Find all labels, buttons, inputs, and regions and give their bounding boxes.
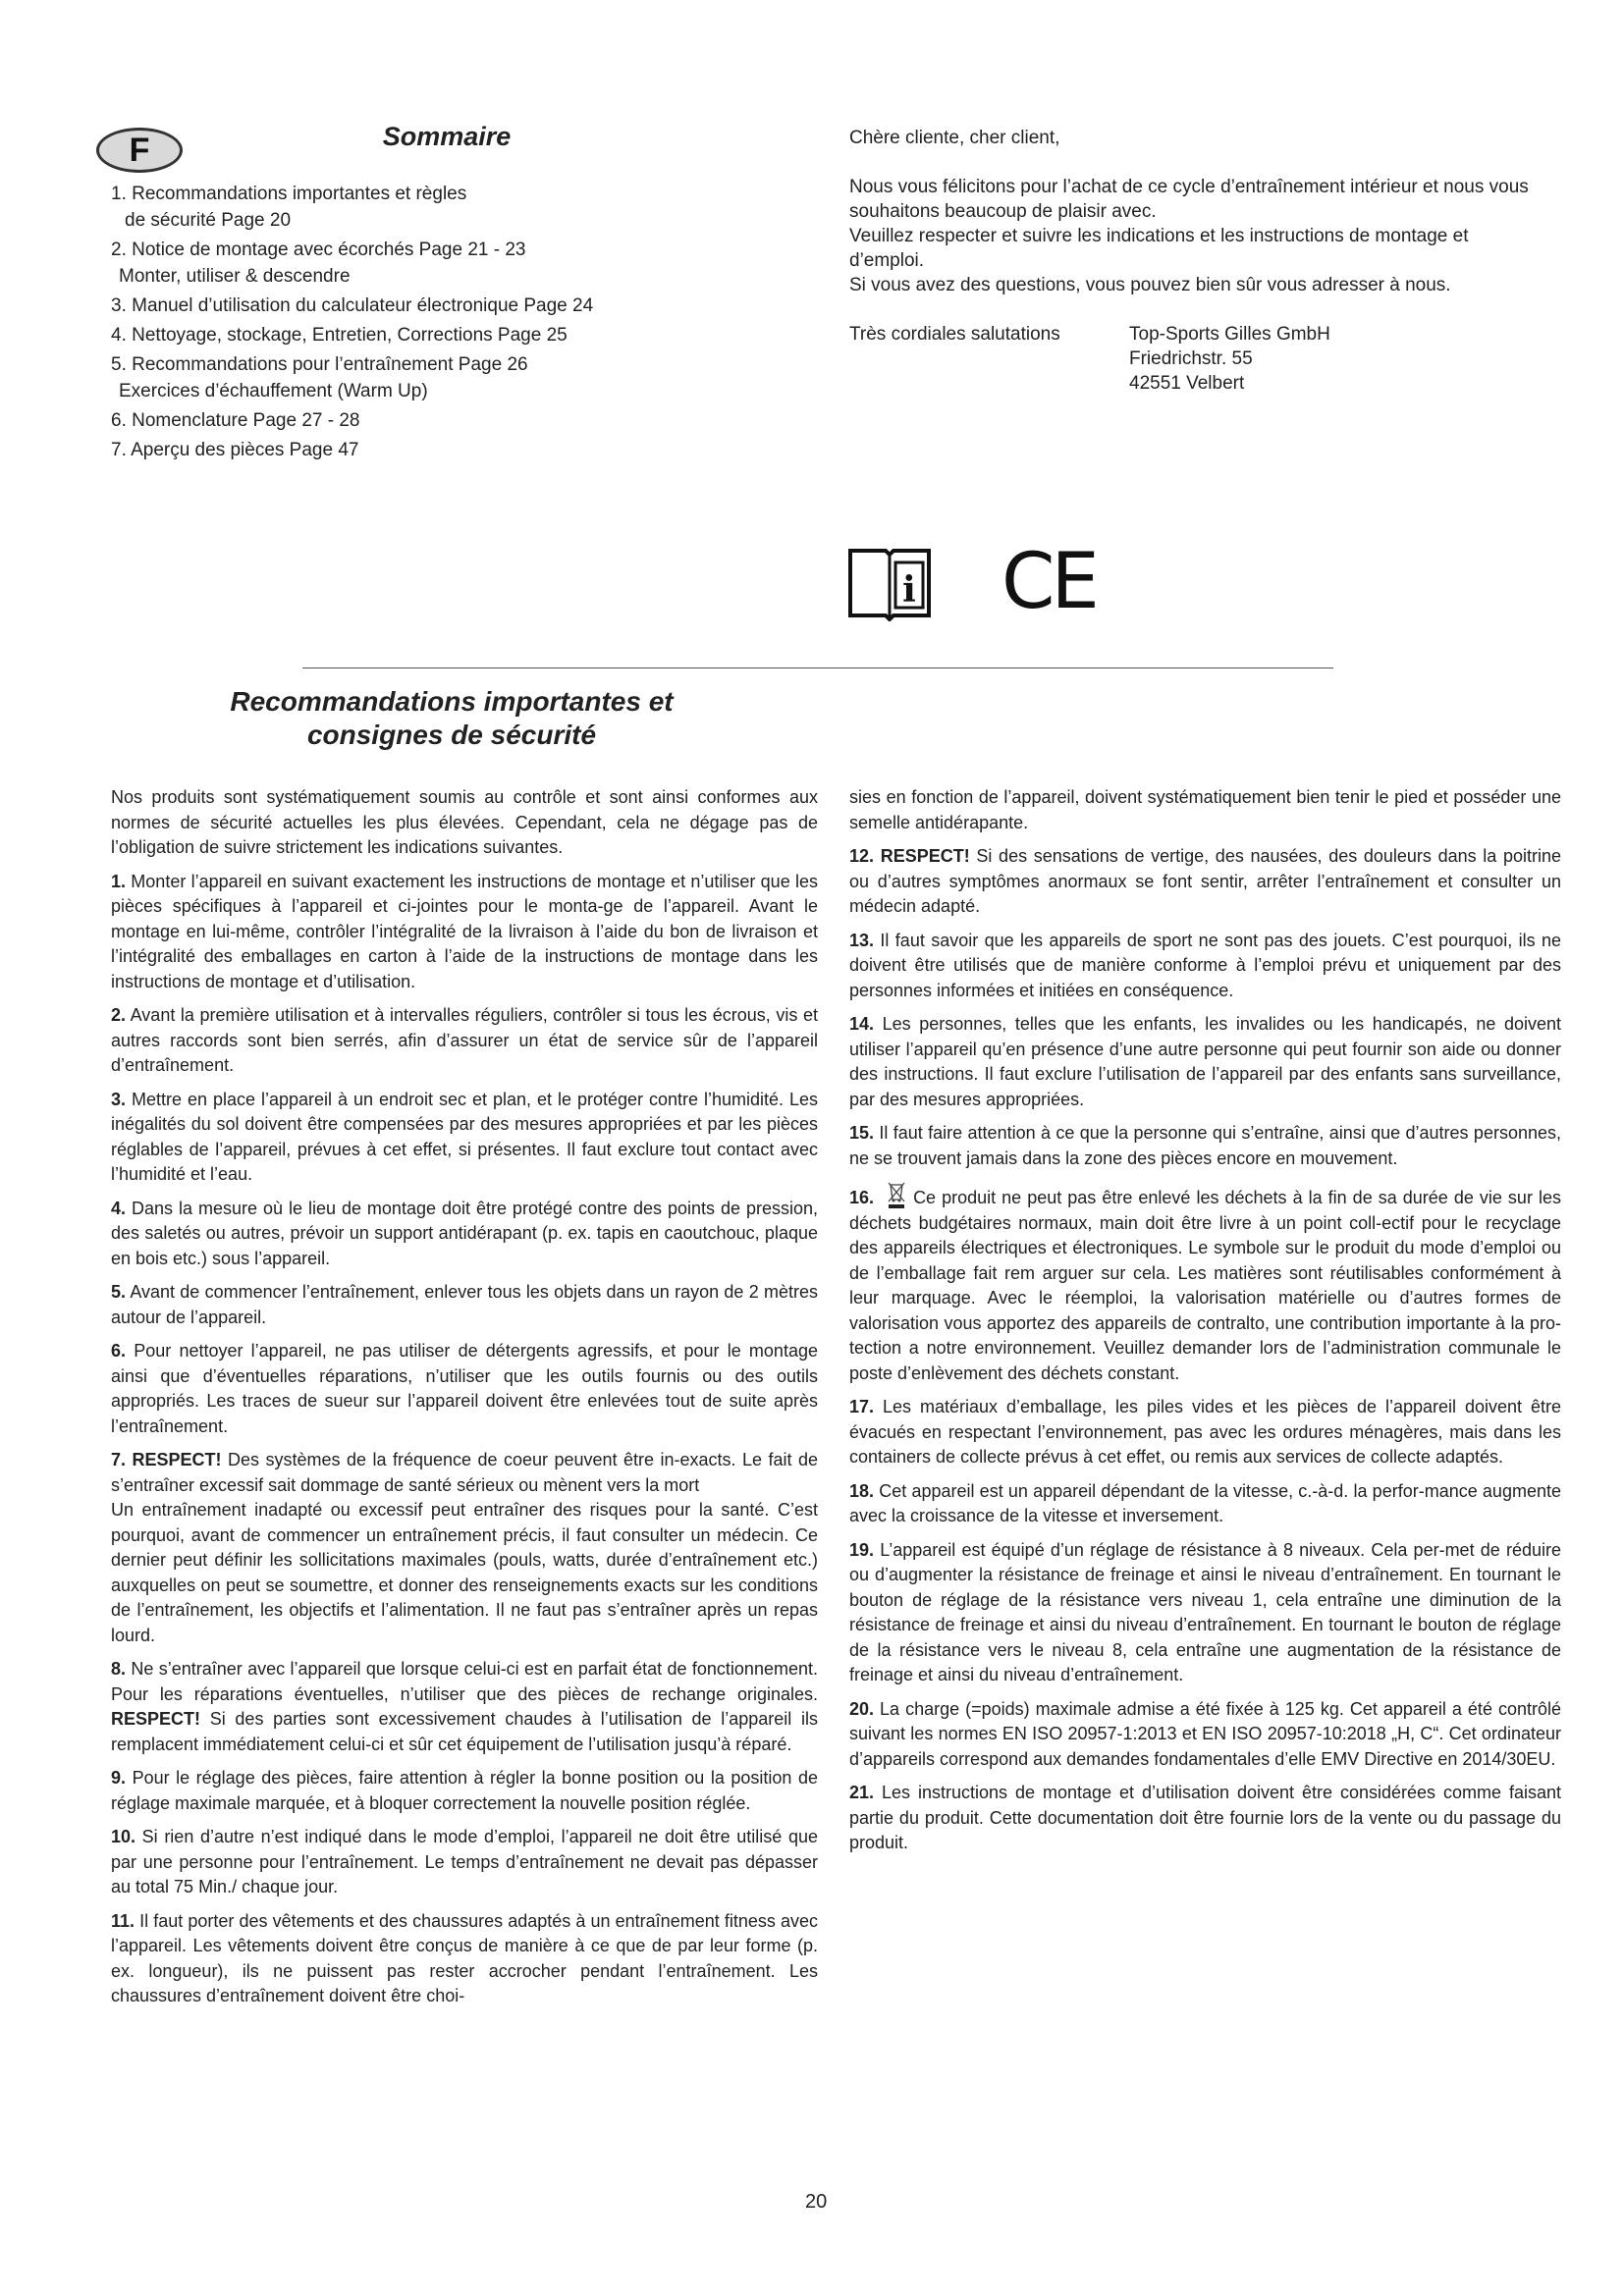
item-number: 13. bbox=[849, 930, 875, 950]
left-column bbox=[111, 785, 818, 2018]
item-number: 3. bbox=[111, 1089, 127, 1109]
respect-warning: RESPECT! bbox=[132, 1450, 222, 1469]
read-manual-icon bbox=[846, 543, 933, 621]
section-divider bbox=[302, 667, 1333, 668]
item-text: Des systèmes de la fréquence de coeur peuvent être in-exacts. Le fait de s’entraîner excessif sait dommage de santé sérieux ou mènent vers la mort bbox=[111, 1450, 818, 1495]
item-number: 15. bbox=[849, 1123, 875, 1143]
page-number: 20 bbox=[805, 2191, 828, 2213]
safety-item bbox=[111, 1197, 818, 1272]
item-text: Si des sensations de vertige, des nausées, des douleurs dans la poitrine ou d’autres symptômes anormaux se font sentir, arrêter l’entraînement et consulter un médecin adapté. bbox=[849, 846, 1561, 916]
item-number: 17. bbox=[849, 1397, 875, 1416]
item-text: Nos produits sont systématiquement soumis au contrôle et sont ainsi conformes aux normes de sécurité actuelles les plus élevées. Cependant, cela ne dégage pas de l’obligation de suivre strictement les indications suivantes. bbox=[111, 787, 818, 857]
respect-warning: RESPECT! bbox=[880, 846, 970, 866]
item-text: Avant la première utilisation et à intervalles réguliers, contrôler si tous les écrous, vis et autres raccords sont bien serrés, afin d’assurer un état de service sûr de l’appareil d’entraînement. bbox=[111, 1005, 818, 1075]
item-number: 4. bbox=[111, 1198, 127, 1218]
safety-item bbox=[111, 1088, 818, 1188]
toc-item bbox=[111, 237, 720, 290]
safety-item bbox=[111, 870, 818, 995]
item-text: Cet appareil est un appareil dépendant de la vitesse, c.-à-d. la perfor-mance augmente avec la croissance de la vitesse et inversement. bbox=[849, 1480, 1561, 1525]
item-text: Il faut savoir que les appareils de sport ne sont pas des jouets. C’est pourquoi, ils ne doivent être utilisés que de manière conforme à l’emploi prévu et uniquement par des personnes informées et initiées en conséquence. bbox=[849, 930, 1561, 1000]
toc-item bbox=[111, 437, 720, 463]
item-number: 7. bbox=[111, 1450, 127, 1469]
section-heading-line-2: consignes de sécurité bbox=[306, 720, 597, 750]
item-text: Ne s’entraîner avec l’appareil que lorsque celui-ci est en parfait état de fonctionnement. Pour les réparations éventuelles, n’utiliser que des pièces de rechange originales. bbox=[111, 1659, 818, 1704]
letter-closing: Très cordiales salutations bbox=[849, 324, 1060, 345]
item-text: Si rien d’autre n’est indiqué dans le mode d’emploi, l’appareil ne doit être utilisé que par une personne pour l’entraînement. Le temps d’entraînement ne devait pas dépasser au total 75 Min./ chaque jour. bbox=[111, 1827, 818, 1896]
safety-item bbox=[111, 1657, 818, 1757]
toc-item bbox=[111, 293, 720, 319]
letter-body-3: Si vous avez des questions, vous pouvez bien sûr vous adresser à nous. bbox=[849, 275, 1451, 295]
item-text: Mettre en place l’appareil à un endroit sec et plan, et le protéger contre l’humidité. Les inégalités du sol doivent être compensées par des mesures appropriées et par les pièces réglables de l’appareil, prévues à cet effet, si présentes. Il faut exclure tout contact avec l’humidité et l’eau. bbox=[111, 1089, 818, 1184]
item-text: Monter l’appareil en suivant exactement les instructions de montage et n’utiliser que les pièces spécifiques à l’appareil et ci-jointes pour le monta-ge de l’appareil. Avant le montage en lui-même, contrôler l’intégralité de la livraison à l’aide du bon de livraison et l’intégralité des emballages en carton à l’aide de la instructions de montage dans les instructions de montage et d’utilisation. bbox=[111, 871, 818, 991]
safety-item bbox=[849, 1538, 1561, 1688]
company-street: Friedrichstr. 55 bbox=[1129, 348, 1253, 369]
toc-title: Sommaire bbox=[382, 122, 512, 151]
toc-item-text: 5. Recommandations pour l’entraînement Page 26 bbox=[111, 354, 528, 375]
item-text: Pour nettoyer l’appareil, ne pas utiliser de détergents agressifs, et pour le montage ainsi que d’éventuelles réparations, n’utiliser que les outils fournis ou des outils appropriés. Les traces de sueur sur l’appareil doivent être enlevées tout de suite après l’entraînement. bbox=[111, 1341, 818, 1436]
item-number: 14. bbox=[849, 1014, 875, 1034]
compliance-marks bbox=[846, 538, 1096, 626]
item-number: 8. bbox=[111, 1659, 127, 1679]
safety-item bbox=[849, 1012, 1561, 1112]
item-number: 5. bbox=[111, 1282, 127, 1302]
letter-body-2: Veuillez respecter et suivre les indications et les instructions de montage et d’emploi. bbox=[849, 226, 1469, 271]
toc-item-text: 4. Nettoyage, stockage, Entretien, Corrections Page 25 bbox=[111, 325, 568, 346]
toc-item-text: 7. Aperçu des pièces Page 47 bbox=[111, 440, 359, 460]
table-of-contents bbox=[111, 181, 720, 466]
item-number: 10. bbox=[111, 1827, 136, 1846]
toc-item-subtext: Monter, utiliser & descendre bbox=[119, 266, 351, 287]
item-text: Ce produit ne peut pas être enlevé les déchets à la fin de sa durée de vie sur les déchets budgétaires normaux, main doit être livre à un point coll-ectif pour le recyclage des appareils électriques et électroniques. Le symbole sur le produit du mode d’emploi ou de l’emballage fait rem arguer sur cela. Les matières sont réutilisables conformément à leur marquage. Avec le réemploi, la valorisation matérielle ou d’autres formes de valorisation vous apportez des appareils de contralto, une contribution importante à la pro-tection a notre environnement. Veuillez demander lors de l’administration communale le poste d’enlèvement des déchets constant. bbox=[849, 1188, 1561, 1383]
toc-item bbox=[111, 181, 720, 234]
safety-item bbox=[849, 844, 1561, 920]
safety-item bbox=[849, 1697, 1561, 1773]
letter-body: Nous vous félicitons pour l’achat de ce cycle d’entraînement intérieur et nous vous souhaitons beaucoup de plaisir avec. bbox=[849, 177, 1529, 222]
signature-block bbox=[849, 322, 1537, 396]
right-column bbox=[849, 785, 1561, 1865]
item-number: 12. bbox=[849, 846, 875, 866]
info-letter: i bbox=[902, 569, 916, 611]
item-number: 11. bbox=[111, 1910, 135, 1931]
item-text: Les instructions de montage et d’utilisation doivent être considérées comme faisant partie du produit. Cette documentation doit être fournie lors de la vente ou du passage du produit. bbox=[849, 1783, 1561, 1852]
toc-item bbox=[111, 351, 720, 404]
safety-item bbox=[111, 1280, 818, 1330]
item-text: Pour le réglage des pièces, faire attention à régler la bonne position ou la position de réglage maximale marquée, et à bloquer correctement la nouvelle position réglée. bbox=[111, 1768, 818, 1813]
crossed-out-bin-icon bbox=[886, 1180, 907, 1209]
item-text: Les matériaux d’emballage, les piles vides et les pièces de l’appareil doivent être évacués en respectant l’environnement, pas avec les ordures ménagères, mais dans les containers de collecte prévus à cet effet, ou remis aux services de collecte adaptés. bbox=[849, 1397, 1561, 1467]
company-address bbox=[1129, 322, 1330, 396]
toc-item-subtext: de sécurité Page 20 bbox=[125, 210, 292, 231]
safety-item bbox=[849, 785, 1561, 835]
safety-item bbox=[111, 1825, 818, 1900]
toc-item-subtext: Exercices d’échauffement (Warm Up) bbox=[119, 381, 428, 401]
safety-item bbox=[111, 1003, 818, 1079]
toc-item-text: 6. Nomenclature Page 27 - 28 bbox=[111, 410, 360, 431]
toc-item bbox=[111, 407, 720, 434]
ce-mark-icon: CE bbox=[1001, 538, 1096, 626]
item-text: Il faut porter des vêtements et des chaussures adaptés à un entraînement fitness avec l’appareil. Les vêtements doivent être conçus de manière à ce que de par leur forme (p. ex. longueur), ils ne puissent pas rester accrocher pendant l’entraînement. Les chaussures d’entraînement doivent être choi- bbox=[111, 1910, 818, 2005]
item-number: 6. bbox=[111, 1341, 127, 1361]
company-city: 42551 Velbert bbox=[1129, 373, 1245, 394]
safety-item bbox=[849, 1180, 1561, 1386]
item-number: 16. bbox=[849, 1188, 875, 1207]
section-heading-line-1: Recommandations importantes et bbox=[230, 686, 674, 717]
safety-item bbox=[111, 1766, 818, 1816]
safety-item bbox=[111, 1909, 818, 2009]
greeting-letter bbox=[849, 126, 1537, 396]
item-number: 18. bbox=[849, 1480, 875, 1501]
item-number: 21. bbox=[849, 1783, 875, 1802]
item-text: La charge (=poids) maximale admise a été fixée à 125 kg. Cet appareil a été contrôlé suivant les normes EN ISO 20957-1:2013 et EN ISO 20957-10:2018 „H, C“. Cet ordinateur d’appareils correspond aux demandes fondamentales d’elle EMV Directive en 2014/30EU. bbox=[849, 1698, 1561, 1769]
language-badge-f bbox=[96, 128, 183, 173]
letter-greeting: Chère cliente, cher client, bbox=[849, 128, 1060, 148]
section-heading bbox=[167, 685, 736, 752]
item-number: 9. bbox=[111, 1768, 127, 1788]
toc-item bbox=[111, 322, 720, 348]
item-number: 19. bbox=[849, 1539, 875, 1560]
item-number: 20. bbox=[849, 1698, 875, 1719]
item-text: Avant de commencer l’entraînement, enlever tous les objets dans un rayon de 2 mètres autour de l’appareil. bbox=[111, 1282, 818, 1327]
safety-item bbox=[111, 1339, 818, 1439]
safety-item bbox=[111, 1448, 818, 1648]
item-text: Les personnes, telles que les enfants, les invalides ou les handicapés, ne doivent utiliser l’appareil qu’en présence d’une autre personne qui peut fournir son aide ou donner des instructions. Il faut exclure l’utilisation de l’appareil par des enfants sans surveillance, par des mesures appropriées. bbox=[849, 1014, 1561, 1109]
safety-item bbox=[849, 1121, 1561, 1171]
safety-item bbox=[849, 1395, 1561, 1470]
toc-item-text: 1. Recommandations importantes et règles bbox=[111, 184, 467, 204]
language-badge-label: F bbox=[129, 131, 150, 169]
item-text: Dans la mesure où le lieu de montage doit être protégé contre des points de pression, des saletés ou autres, prévoir un support antidérapant (p. ex. tapis en caoutchouc, plaque en bois etc.) sous l’appareil. bbox=[111, 1198, 818, 1268]
item-text-continued: Un entraînement inadapté ou excessif peut entraîner des risques pour la santé. C’est pourquoi, avant de commencer un entraînement précis, il faut consulter un médecin. Ce dernier peut définir les sollicitations maximales (pouls, watts, durée d’entraînement etc.) auxquelles on peut se soumettre, et donner des renseignements exacts sur les conditions de l’entraînement, les objectifs et l’alimentation. Il ne faut pas s’entraîner après un repas lourd. bbox=[111, 1500, 818, 1645]
respect-warning: RESPECT! bbox=[111, 1709, 201, 1729]
toc-item-text: 2. Notice de montage avec écorchés Page 21 - 23 bbox=[111, 240, 526, 260]
safety-item bbox=[849, 1781, 1561, 1856]
item-text: sies en fonction de l’appareil, doivent systématiquement bien tenir le pied et posséder une semelle antidérapante. bbox=[849, 787, 1561, 832]
item-number: 2. bbox=[111, 1005, 127, 1025]
item-text-continued: Si des parties sont excessivement chaudes à l’utilisation de l’appareil ils remplacent immédiatement celui-ci et sûr cet équipement de l’utilisation jusqu’à réparé. bbox=[111, 1709, 818, 1754]
item-text: Il faut faire attention à ce que la personne qui s’entraîne, ainsi que d’autres personnes, ne se trouvent jamais dans la zone des pièces encore en mouvement. bbox=[849, 1123, 1561, 1168]
item-text: L’appareil est équipé d’un réglage de résistance à 8 niveaux. Cela per-met de réduire ou d’augmenter la résistance de freinage et ainsi le niveau d’entraînement. En tournant le bouton de réglage de la résistance vers niveau 1, cela entraîne une diminution de la résistance de freinage et ainsi du niveau d’entraînement. En tournant le bouton de réglage de la résistance vers le niveau 8, cela entraîne une augmentation de la résistance de freinage et ainsi du niveau d’entraînement. bbox=[849, 1539, 1561, 1684]
toc-item-text: 3. Manuel d’utilisation du calculateur électronique Page 24 bbox=[111, 295, 594, 316]
item-number: 1. bbox=[111, 871, 127, 891]
safety-item bbox=[849, 1479, 1561, 1529]
company-name: Top-Sports Gilles GmbH bbox=[1129, 324, 1330, 345]
safety-item bbox=[111, 785, 818, 861]
safety-item bbox=[849, 929, 1561, 1004]
